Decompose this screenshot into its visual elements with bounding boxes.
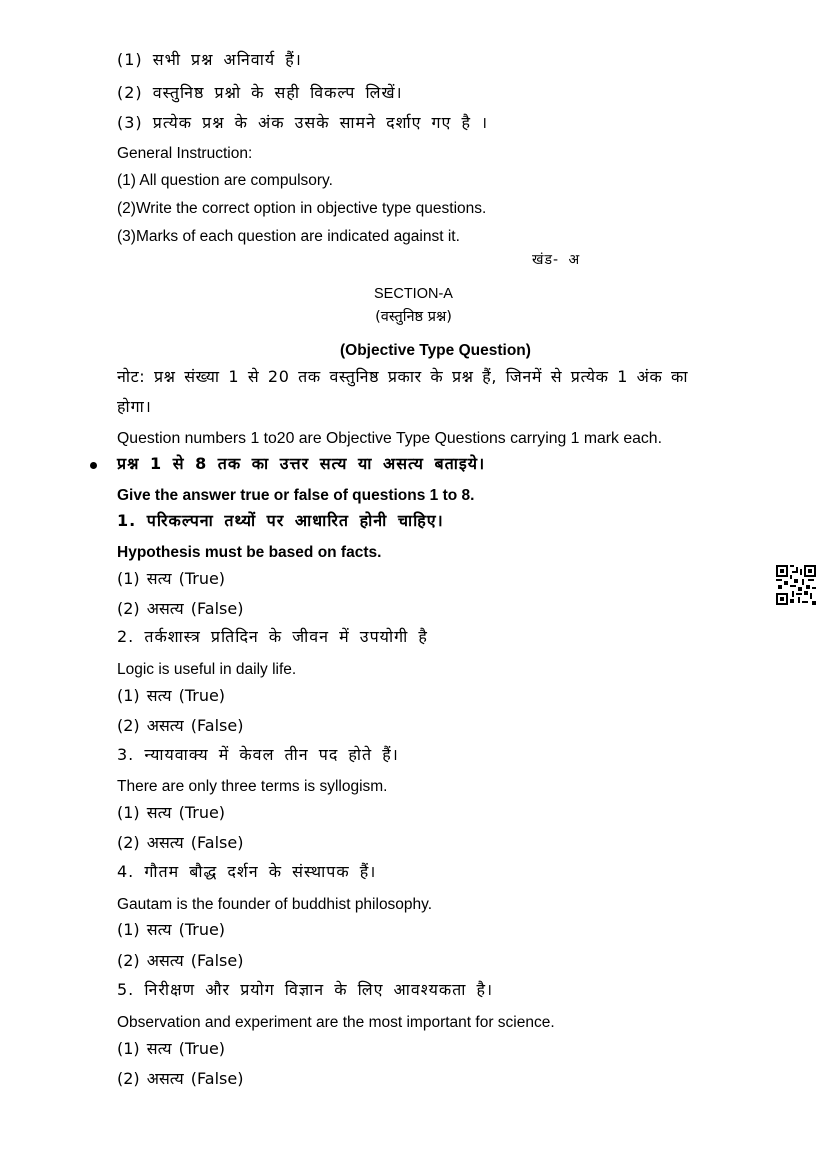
general-instruction-2: (2)Write the correct option in objective type questions. xyxy=(117,200,487,217)
note-english: Question numbers 1 to20 are Objective Type Questions carrying 1 mark each. xyxy=(117,430,662,447)
question-4-english: Gautam is the founder of buddhist philosophy. xyxy=(117,896,433,913)
section-hindi-subtitle: (वस्तुनिष्ठ प्रश्न) xyxy=(375,309,452,325)
question-2-english: Logic is useful in daily life. xyxy=(117,661,297,678)
question-3-option-1: (1) सत्य (True) xyxy=(117,803,226,822)
question-3-hindi: 3. न्यायवाक्य में केवल तीन पद होते हैं। xyxy=(117,745,399,764)
note-hindi-line1: नोट: प्रश्न संख्या 1 से 20 तक वस्तुनिष्ठ प्रकार के प्रश्न हैं, जिनमें से प्रत्येक 1 अंक का xyxy=(117,367,689,386)
qr-code-icon xyxy=(776,565,816,605)
question-4-option-1: (1) सत्य (True) xyxy=(117,920,226,939)
hindi-instruction-2: (2) वस्तुनिष्ठ प्रश्नो के सही विकल्प लिखें। xyxy=(117,83,403,102)
question-1-hindi: 1. परिकल्पना तथ्यों पर आधारित होनी चाहिए। xyxy=(117,511,444,530)
question-5-option-2: (2) असत्य (False) xyxy=(117,1069,244,1088)
question-4-hindi: 4. गौतम बौद्ध दर्शन के संस्थापक हैं। xyxy=(117,862,377,881)
question-1-option-2: (2) असत्य (False) xyxy=(117,599,244,618)
section-english-subtitle: (Objective Type Question) xyxy=(340,342,531,359)
question-2-hindi: 2. तर्कशास्त्र प्रतिदिन के जीवन में उपयोगी है xyxy=(117,627,428,646)
true-false-instruction-english: Give the answer true or false of questions 1 to 8. xyxy=(117,487,475,504)
question-5-option-1: (1) सत्य (True) xyxy=(117,1039,226,1058)
general-instruction-1: (1) All question are compulsory. xyxy=(117,172,333,189)
general-instruction-3: (3)Marks of each question are indicated against it. xyxy=(117,228,460,245)
general-instruction-heading: General Instruction: xyxy=(117,145,253,162)
question-3-option-2: (2) असत्य (False) xyxy=(117,833,244,852)
true-false-instruction-hindi: प्रश्न 1 से 8 तक का उत्तर सत्य या असत्य बताइये। xyxy=(117,454,486,473)
question-4-option-2: (2) असत्य (False) xyxy=(117,951,244,970)
note-hindi-line2: होगा। xyxy=(117,397,152,416)
question-3-english: There are only three terms is syllogism. xyxy=(117,778,388,795)
question-5-english: Observation and experiment are the most important for science. xyxy=(117,1014,555,1031)
question-5-hindi: 5. निरीक्षण और प्रयोग विज्ञान के लिए आवश्यकता है। xyxy=(117,980,494,999)
hindi-instruction-1: (1) सभी प्रश्न अनिवार्य हैं। xyxy=(117,50,302,69)
hindi-instruction-3: (3) प्रत्येक प्रश्न के अंक उसके सामने दर्शाए गए है । xyxy=(117,113,489,132)
section-khand: खंड- अ xyxy=(532,252,581,268)
question-1-english: Hypothesis must be based on facts. xyxy=(117,544,382,561)
bullet-icon xyxy=(90,462,97,469)
question-2-option-2: (2) असत्य (False) xyxy=(117,716,244,735)
section-title: SECTION-A xyxy=(374,286,453,302)
question-2-option-1: (1) सत्य (True) xyxy=(117,686,226,705)
question-1-option-1: (1) सत्य (True) xyxy=(117,569,226,588)
